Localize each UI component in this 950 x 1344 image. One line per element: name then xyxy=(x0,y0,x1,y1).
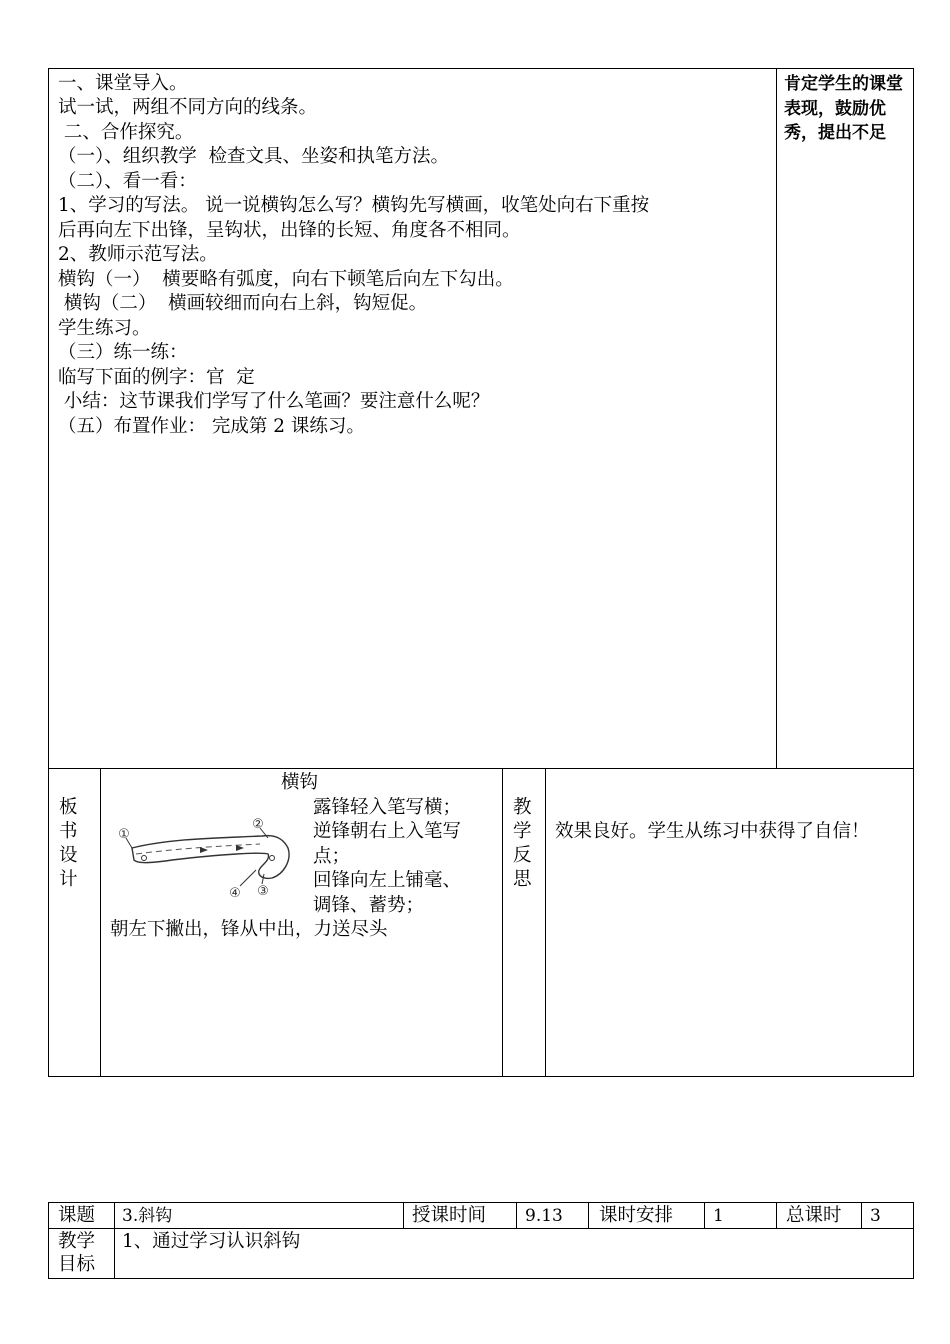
process-line: （一）、组织教学 检查文具、坐姿和执笔方法。 xyxy=(58,146,450,167)
process-line: 二、合作探究。 xyxy=(58,122,194,143)
process-line: （三）练一练： xyxy=(58,342,188,363)
objective-text: 1、通过学习认识斜钩 xyxy=(122,1231,301,1252)
stroke-diagram xyxy=(112,808,308,904)
topic-label: 课题 xyxy=(58,1205,96,1226)
process-line: 小结：这节课我们学写了什么笔画？要注意什么呢？ xyxy=(58,391,490,412)
time-label: 授课时间 xyxy=(412,1205,487,1226)
periods-value: 1 xyxy=(713,1206,724,1226)
reflection-text: 效果良好。学生从练习中获得了自信！ xyxy=(555,821,870,842)
board-step-line: 回锋向左上铺毫、 xyxy=(313,870,462,891)
process-line: 一、课堂导入。 xyxy=(58,73,188,94)
process-line: （二）、看一看： xyxy=(58,171,197,192)
process-line: 试一试，两组不同方向的线条。 xyxy=(58,97,318,118)
marker-2: ② xyxy=(252,817,264,832)
process-line: 1、学习的写法。 说一说横钩怎么写？横钩先写横画，收笔处向右下重按 xyxy=(58,195,650,216)
marker-4: ④ xyxy=(229,886,241,901)
total-label: 总课时 xyxy=(786,1205,842,1226)
process-line: 2、教师示范写法。 xyxy=(58,244,218,265)
time-value: 9.13 xyxy=(525,1206,563,1226)
board-step-line: 调锋、蓄势； xyxy=(313,895,425,916)
periods-label: 课时安排 xyxy=(599,1205,674,1226)
marker-1: ① xyxy=(118,827,130,842)
board-title: 横钩 xyxy=(281,772,319,793)
process-line: 学生练习。 xyxy=(58,318,151,339)
reflection-label: 教学反思 xyxy=(513,797,532,890)
total-value: 3 xyxy=(870,1206,881,1226)
board-step-line: 点； xyxy=(313,846,351,867)
board-design-label: 板书设计 xyxy=(59,797,78,890)
objective-label: 教学目标 xyxy=(58,1231,96,1275)
marker-3: ③ xyxy=(257,884,269,899)
process-line: 后再向左下出锋，呈钩状，出锋的长短、角度各不相同。 xyxy=(58,220,521,241)
process-line: 临写下面的例字：官 定 xyxy=(58,367,255,388)
process-line: （五）布置作业： 完成第 2 课练习。 xyxy=(58,416,365,437)
process-line: 横钩（二） 横画较细而向右上斜，钩短促。 xyxy=(58,293,428,314)
process-line: 横钩（一） 横要略有弧度，向右下顿笔后向左下勾出。 xyxy=(58,269,514,290)
board-step-line: 露锋轻入笔写横； xyxy=(313,797,462,818)
side-note: 肯定学生的课堂表现，鼓励优秀，提出不足 xyxy=(784,74,903,143)
topic-value: 3.斜钩 xyxy=(122,1206,173,1226)
board-final-line: 朝左下撇出，锋从中出，力送尽头 xyxy=(110,919,388,940)
board-step-line: 逆锋朝右上入笔写 xyxy=(313,821,462,842)
